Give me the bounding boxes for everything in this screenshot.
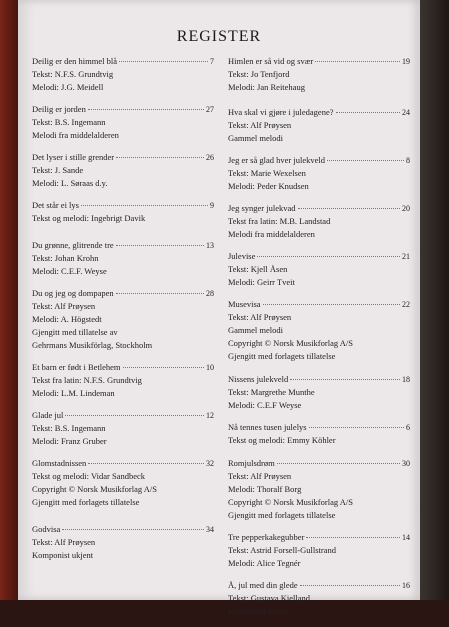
page-number: 18	[402, 375, 410, 384]
credit-line: Gammel melodi	[228, 325, 284, 335]
register-entry	[32, 361, 214, 400]
credit-line: Tekst: B.S. Ingemann	[32, 423, 106, 433]
song-title: Hva skal vi gjøre i juledagene?	[228, 107, 334, 117]
credit-line: Tekst: B.S. Ingemann	[32, 117, 106, 127]
page-number: 8	[406, 156, 410, 165]
song-title: Himlen er så vid og svær	[228, 56, 314, 66]
entry-title-line	[228, 106, 410, 119]
song-title: Det lyser i stille grender	[32, 152, 115, 162]
page-number: 6	[406, 423, 410, 432]
page-number: 14	[402, 533, 410, 542]
credit-line: Tekst: Kjell Åsen	[228, 264, 288, 274]
page-number: 13	[206, 241, 214, 250]
song-title: Tre pepperkakegubber	[228, 532, 305, 542]
dot-leader	[306, 537, 400, 538]
song-title: Glade jul	[32, 410, 64, 420]
dot-leader	[123, 367, 204, 368]
register-entry	[228, 154, 410, 193]
credit-line: Gjengitt med tillatelse av	[32, 327, 118, 337]
credit-line: Melodi: Alice Tegnér	[228, 558, 301, 568]
page-number: 22	[402, 300, 410, 309]
right-column	[228, 55, 410, 627]
page-number: 27	[206, 105, 214, 114]
entry-title-line	[228, 55, 410, 68]
register-entry	[228, 250, 410, 289]
page-number: 16	[402, 581, 410, 590]
credit-line: Melodi: J.G. Meidell	[32, 82, 104, 92]
page-number: 10	[206, 363, 214, 372]
background-right	[419, 0, 449, 600]
dot-leader	[65, 415, 204, 416]
entry-title-line	[32, 103, 214, 116]
dot-leader	[327, 160, 404, 161]
register-entry	[32, 409, 214, 448]
register-entry	[32, 151, 214, 190]
credit-line: Tekst: Alf Prøysen	[228, 120, 292, 130]
register-entry	[228, 457, 410, 522]
dot-leader	[62, 529, 204, 530]
page-number: 21	[402, 252, 410, 261]
credit-line: Tekst: Margrethe Munthe	[228, 387, 315, 397]
song-title: Glomstadnissen	[32, 458, 87, 468]
entry-title-line	[32, 523, 214, 536]
page-number: 28	[206, 289, 214, 298]
entry-title-line	[228, 531, 410, 544]
credit-line: Copyright © Norsk Musikforlag A/S	[228, 338, 353, 348]
credit-line: Tekst: N.F.S. Grundtvig	[32, 69, 114, 79]
entry-title-line	[32, 287, 214, 300]
book-page	[18, 0, 420, 616]
entry-title-line	[228, 373, 410, 386]
song-title: Godvisa	[32, 524, 61, 534]
dot-leader	[336, 112, 400, 113]
credit-line: Tekst: Johan Krohn	[32, 253, 99, 263]
credit-line: Komponist ukjent	[32, 550, 94, 560]
credit-line: Tekst: Gustava Kielland	[228, 593, 311, 603]
credit-line: Gjengitt med forlagets tillatelse	[228, 510, 336, 520]
entry-title-line	[228, 202, 410, 215]
credit-line: Tekst: Alf Prøysen	[32, 301, 96, 311]
register-entry	[228, 579, 410, 618]
page-number: 26	[206, 153, 214, 162]
entry-title-line	[32, 55, 214, 68]
credit-line: Tekst: Astrid Forsell-Gullstrand	[228, 545, 337, 555]
credit-line: Tekst: Alf Prøysen	[228, 312, 292, 322]
song-title: Et barn er født i Betlehem	[32, 362, 121, 372]
credit-line: Melodi: Geirr Tveit	[228, 277, 295, 287]
entry-title-line	[32, 361, 214, 374]
page-number: 32	[206, 459, 214, 468]
register-entry	[32, 199, 214, 225]
dot-leader	[88, 463, 204, 464]
credit-line: Tekst: Marie Wexelsen	[228, 168, 306, 178]
song-title: Deilig er den himmel blå	[32, 56, 117, 66]
credit-line: Copyright © Norsk Musikforlag A/S	[228, 497, 353, 507]
left-column	[32, 55, 214, 571]
register-entry	[228, 298, 410, 363]
dot-leader	[116, 245, 204, 246]
entry-title-line	[228, 298, 410, 311]
dot-leader	[81, 205, 208, 206]
entry-title-line	[228, 154, 410, 167]
register-entry	[228, 106, 410, 145]
credit-line: Melodi fra middelalderen	[32, 130, 119, 140]
entry-title-line	[228, 421, 410, 434]
dot-leader	[309, 427, 404, 428]
credit-line: Melodi: C.E.F Weyse	[228, 400, 302, 410]
credit-line: Tekst: J. Sande	[32, 165, 84, 175]
credit-line: Melodi: Peder Knudsen	[228, 181, 309, 191]
song-title: Det står ei lys	[32, 200, 79, 210]
register-entry	[228, 531, 410, 570]
song-title: Musevisa	[228, 299, 261, 309]
dot-leader	[257, 256, 400, 257]
register-entry	[228, 55, 410, 94]
register-entry	[228, 202, 410, 241]
page-number: 24	[402, 108, 410, 117]
song-title: Jeg er så glad hver julekveld	[228, 155, 326, 165]
credit-line: Tekst og melodi: Emmy Köhler	[228, 435, 336, 445]
dot-leader	[116, 293, 204, 294]
credit-line: Melodi: A. Högstedt	[32, 314, 102, 324]
dot-leader	[263, 304, 400, 305]
page-number: 20	[402, 204, 410, 213]
entry-title-line	[32, 457, 214, 470]
register-entry	[228, 421, 410, 447]
entry-title-line	[32, 151, 214, 164]
register-entry	[32, 103, 214, 142]
register-entry	[32, 287, 214, 352]
dot-leader	[315, 61, 400, 62]
credit-line: Komponist ukjent	[228, 606, 290, 616]
credit-line: Tekst: Jo Tenfjord	[228, 69, 290, 79]
credit-line: Gjengitt med forlagets tillatelse	[228, 351, 336, 361]
register-entry	[32, 55, 214, 94]
page-number: 19	[402, 57, 410, 66]
credit-line: Tekst og melodi: Vidar Sandbeck	[32, 471, 145, 481]
credit-line: Melodi fra middelalderen	[228, 229, 315, 239]
dot-leader	[88, 109, 204, 110]
song-title: Å, jul med din glede	[228, 580, 298, 590]
register-entry	[228, 373, 410, 412]
page-number: 7	[210, 57, 214, 66]
credit-line: Tekst: Alf Prøysen	[228, 471, 292, 481]
song-title: Du og jeg og dompapen	[32, 288, 114, 298]
entry-title-line	[228, 457, 410, 470]
credit-line: Tekst fra latin: M.B. Landstad	[228, 216, 331, 226]
dot-leader	[300, 585, 400, 586]
entry-title-line	[228, 250, 410, 263]
song-title: Jeg synger julekvad	[228, 203, 296, 213]
page-number: 34	[206, 525, 214, 534]
page-number: 12	[206, 411, 214, 420]
song-title: Nissens julekveld	[228, 374, 289, 384]
page-number: 30	[402, 459, 410, 468]
credit-line: Melodi: L. Søraas d.y.	[32, 178, 108, 188]
credit-line: Gammel melodi	[228, 133, 284, 143]
credit-line: Melodi: Thoralf Borg	[228, 484, 302, 494]
entry-title-line	[32, 199, 214, 212]
credit-line: Melodi: C.E.F. Weyse	[32, 266, 107, 276]
song-title: Romjulsdrøm	[228, 458, 275, 468]
entry-title-line	[32, 239, 214, 252]
song-title: Du grønne, glitrende tre	[32, 240, 114, 250]
entry-title-line	[228, 579, 410, 592]
credit-line: Melodi: L.M. Lindeman	[32, 388, 115, 398]
register-entry	[32, 457, 214, 509]
credit-line: Tekst og melodi: Ingebrigt Davik	[32, 213, 146, 223]
register-entry	[32, 239, 214, 278]
dot-leader	[277, 463, 400, 464]
credit-line: Melodi: Jan Reitehaug	[228, 82, 305, 92]
register-entry	[32, 523, 214, 562]
song-title: Julevise	[228, 251, 256, 261]
credit-line: Tekst fra latin: N.F.S. Grundtvig	[32, 375, 142, 385]
song-title: Nå tennes tusen julelys	[228, 422, 307, 432]
dot-leader	[119, 61, 208, 62]
dot-leader	[298, 208, 400, 209]
credit-line: Gehrmans Musikförlag, Stockholm	[32, 340, 153, 350]
page-number: 9	[210, 201, 214, 210]
dot-leader	[290, 379, 400, 380]
dot-leader	[116, 157, 204, 158]
song-title: Deilig er jorden	[32, 104, 86, 114]
credit-line: Copyright © Norsk Musikforlag A/S	[32, 484, 157, 494]
credit-line: Gjengitt med forlagets tillatelse	[32, 497, 140, 507]
entry-title-line	[32, 409, 214, 422]
credit-line: Melodi: Franz Gruber	[32, 436, 107, 446]
page-title: REGISTER	[176, 28, 262, 45]
credit-line: Tekst: Alf Prøysen	[32, 537, 96, 547]
